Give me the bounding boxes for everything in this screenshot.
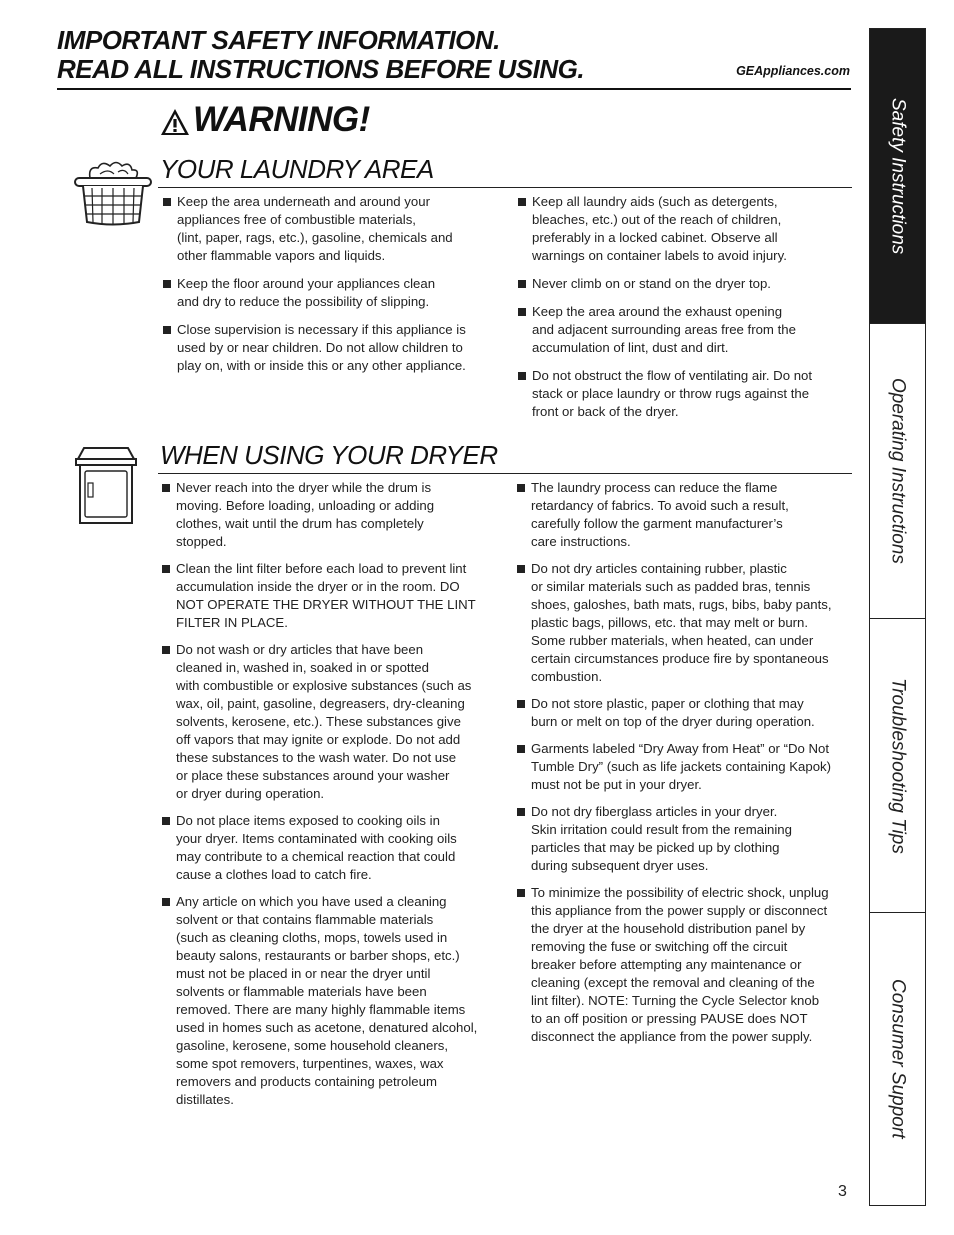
list-item: To minimize the possibility of electric shock, unplug this appliance from the power supply or disconnect the dryer at the household distribution panel by removing the fuse or switching off the circuit breaker before attempting any maintenance or cleaning (except the removal and cleaning of the lint filter). NOTE: Turning the Cycle Selector knob to an off position or pressing PAUSE does NOT disconnect the appliance from the power supply. bbox=[515, 884, 860, 1046]
list-item: The laundry process can reduce the flame retardancy of fabrics. To avoid such a result, carefully follow the garment manufacturer’s care instructions. bbox=[515, 479, 860, 551]
list-item: Do not dry fiberglass articles in your dryer. Skin irritation could result from the remaining particles that may be picked up by clothing during subsequent dryer uses. bbox=[515, 803, 860, 875]
list-item: Keep the area around the exhaust opening and adjacent surrounding areas free from the accumulation of lint, dust and dirt. bbox=[516, 303, 856, 357]
website-url[interactable]: GEAppliances.com bbox=[736, 64, 850, 78]
page-title-line-1: IMPORTANT SAFETY INFORMATION. bbox=[57, 25, 500, 55]
warning-label: WARNING! bbox=[193, 100, 370, 139]
page-title bbox=[57, 26, 617, 84]
warning-heading bbox=[160, 98, 370, 142]
list-item: Any article on which you have used a cleaning solvent or that contains flammable materials (such as cleaning cloths, mops, towels used in beauty salons, restaurants or barber shops, etc.) must not be placed in or near the dryer until solvents or flammable materials have been removed. There are many highly flammable items used in homes such as acetone, denatured alcohol, gasoline, kerosene, some household cleaners, some spot removers, turpentines, waxes, wax removers and products containing petroleum distillates. bbox=[160, 893, 505, 1109]
tab-label: Operating Instructions bbox=[887, 378, 909, 564]
header-divider bbox=[57, 88, 851, 90]
using-dryer-title: WHEN USING YOUR DRYER bbox=[160, 440, 498, 470]
section-tabs bbox=[869, 28, 926, 1206]
list-item: Keep the area underneath and around your appliances free of combustible materials, (lint, paper, rags, etc.), gasoline, chemicals and other flammable vapors and liquids. bbox=[161, 193, 501, 265]
tab-safety-instructions[interactable] bbox=[869, 28, 926, 324]
tab-consumer-support[interactable] bbox=[869, 912, 926, 1206]
warning-triangle-icon bbox=[160, 108, 190, 136]
list-item: Never climb on or stand on the dryer top. bbox=[516, 275, 856, 293]
laundry-area-left-column bbox=[161, 193, 501, 375]
list-item: Keep the floor around your appliances clean and dry to reduce the possibility of slipping. bbox=[161, 275, 501, 311]
list-item: Do not obstruct the flow of ventilating air. Do not stack or place laundry or throw rugs against the front or back of the dryer. bbox=[516, 367, 856, 421]
using-dryer-right-column bbox=[515, 479, 860, 1046]
dryer-icon bbox=[72, 445, 140, 525]
list-item: Never reach into the dryer while the drum is moving. Before loading, unloading or adding clothes, wait until the drum has completely stopped. bbox=[160, 479, 505, 551]
tab-operating-instructions[interactable] bbox=[869, 323, 926, 619]
list-item: Close supervision is necessary if this appliance is used by or near children. Do not allow children to play on, with or inside this or any other appliance. bbox=[161, 321, 501, 375]
tab-troubleshooting-tips[interactable] bbox=[869, 618, 926, 913]
page-number: 3 bbox=[838, 1183, 847, 1200]
list-item: Do not store plastic, paper or clothing that may burn or melt on top of the dryer during operation. bbox=[515, 695, 860, 731]
list-item: Do not dry articles containing rubber, plastic or similar materials such as padded bras, tennis shoes, galoshes, bath mats, rugs, bibs, baby pants, plastic bags, pillows, etc. that may melt or burn. Some rubber materials, when heated, can under certain circumstances produce fire by spontaneous combustion. bbox=[515, 560, 860, 686]
laundry-area-divider bbox=[158, 187, 852, 188]
laundry-basket-icon bbox=[72, 160, 154, 228]
list-item: Do not place items exposed to cooking oils in your dryer. Items contaminated with cooking oils may contribute to a chemical reaction that could cause a clothes load to catch fire. bbox=[160, 812, 505, 884]
list-item: Do not wash or dry articles that have been cleaned in, washed in, soaked in or spotted with combustible or explosive substances (such as wax, oil, paint, gasoline, degreasers, dry-cleaning solvents, kerosene, etc.). These substances give off vapors that may ignite or explode. Do not add these substances to the wash water. Do not use or place these substances around your washer or dryer during operation. bbox=[160, 641, 505, 803]
tab-label: Troubleshooting Tips bbox=[887, 677, 909, 854]
page-title-line-2: READ ALL INSTRUCTIONS BEFORE USING. bbox=[57, 54, 585, 84]
tab-label: Consumer Support bbox=[887, 979, 909, 1139]
tab-label: Safety Instructions bbox=[887, 97, 909, 255]
list-item: Garments labeled “Dry Away from Heat” or “Do Not Tumble Dry” (such as life jackets containing Kapok) must not be put in your dryer. bbox=[515, 740, 860, 794]
laundry-area-title: YOUR LAUNDRY AREA bbox=[160, 154, 434, 184]
list-item: Keep all laundry aids (such as detergents, bleaches, etc.) out of the reach of children, preferably in a locked cabinet. Observe all warnings on container labels to avoid injury. bbox=[516, 193, 856, 265]
laundry-area-right-column bbox=[516, 193, 856, 421]
using-dryer-divider bbox=[158, 473, 852, 474]
list-item: Clean the lint filter before each load to prevent lint accumulation inside the dryer or in the room. DO NOT OPERATE THE DRYER WITHOUT THE LINT FILTER IN PLACE. bbox=[160, 560, 505, 632]
using-dryer-left-column bbox=[160, 479, 505, 1109]
